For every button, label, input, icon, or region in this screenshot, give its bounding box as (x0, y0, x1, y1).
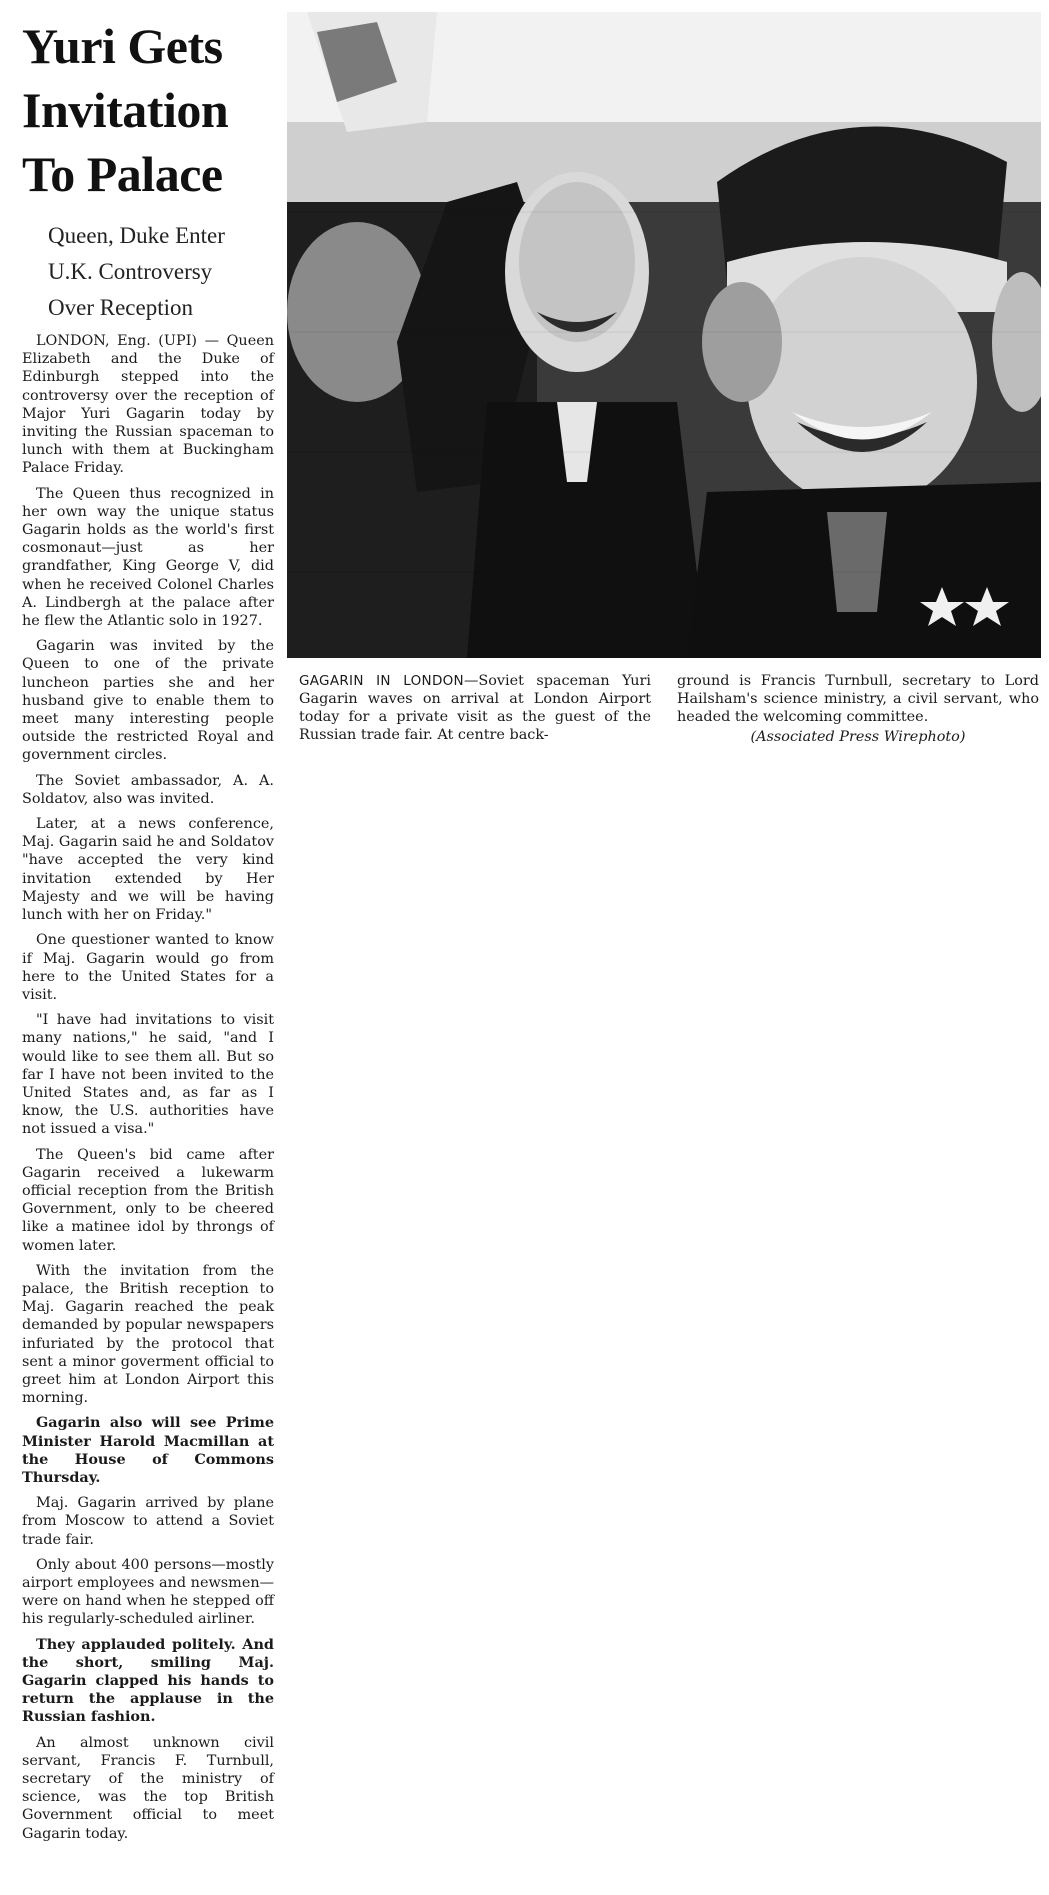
article-paragraph: The Soviet ambassador, A. A. Soldatov, also was invited. (22, 772, 274, 807)
article-paragraph: "I have had invitations to visit many nations," he said, "and I would like to see them all. But so far I have not been invited to the United States and, as far as I know, the U.S. authorities have not issued a visa." (22, 1012, 274, 1138)
gagarin-photo (287, 12, 1041, 658)
caption-lead: GAGARIN IN LONDON (299, 673, 464, 689)
caption-right-text: ground is Francis Turnbull, secretary to Lord Hailsham's science ministry, a civil servant, who headed the welcoming committee. (677, 673, 1039, 725)
headline-line: Invitation (22, 82, 229, 138)
article-paragraph: Later, at a news conference, Maj. Gagarin said he and Soldatov "have accepted the very kind invitation extended by Her Majesty and we will be having lunch with her on Friday." (22, 816, 274, 924)
article-paragraph: The Queen's bid came after Gagarin received a lukewarm official reception from the British Government, only to be cheered like a matinee idol by throngs of women later. (22, 1146, 274, 1254)
article-paragraph: Gagarin also will see Prime Minister Harold Macmillan at the House of Commons Thursday. (22, 1414, 274, 1486)
headline-line: Yuri Gets (22, 18, 223, 74)
caption-left-column (299, 672, 651, 744)
article-paragraph: Maj. Gagarin arrived by plane from Moscow to attend a Soviet trade fair. (22, 1495, 274, 1548)
article-paragraph: Gagarin was invited by the Queen to one of the private luncheon parties she and her husband give to enable them to meet many interesting people outside the restricted Royal and government circles. (22, 638, 274, 764)
subhead-line: U.K. Controversy (48, 259, 213, 284)
caption-right-column (677, 672, 1039, 746)
photo-caption (287, 672, 1041, 762)
article-body (22, 332, 274, 1850)
headline-line: To Palace (22, 146, 223, 202)
article-paragraph: They applauded politely. And the short, smiling Maj. Gagarin clapped his hands to return the applause in the Russian fashion. (22, 1635, 274, 1726)
wirephoto (287, 12, 1041, 658)
headline (22, 14, 282, 206)
article-paragraph: With the invitation from the palace, the British reception to Maj. Gagarin reached the peak demanded by popular newspapers infuriated by the protocol that sent a minor goverment official to greet him at London Airport this morning. (22, 1262, 274, 1407)
article-paragraph: The Queen thus recognized in her own way the unique status Gagarin holds as the world's first cosmonaut—just as her grandfather, King George V, did when he received Colonel Charles A. Lindbergh at the palace after he flew the Atlantic solo in 1927. (22, 485, 274, 630)
article-paragraph: An almost unknown civil servant, Francis F. Turnbull, secretary of the ministry of science, was the top British Government official to meet Gagarin today. (22, 1734, 274, 1842)
subhead-line: Queen, Duke Enter (48, 223, 225, 248)
article-paragraph: Only about 400 persons—mostly airport employees and newsmen—were on hand when he stepped off his regularly-scheduled airliner. (22, 1556, 274, 1628)
subheadline (48, 218, 278, 326)
subhead-line: Over Reception (48, 295, 193, 320)
article-paragraph: LONDON, Eng. (UPI) — Queen Elizabeth and the Duke of Edinburgh stepped into the controversy over the reception of Major Yuri Gagarin today by inviting the Russian spaceman to lunch with them at Buckingham Palace Friday. (22, 333, 274, 477)
photo-credit: (Associated Press Wirephoto) (750, 729, 966, 745)
article-paragraph: One questioner wanted to know if Maj. Gagarin would go from here to the United States for a visit. (22, 932, 274, 1003)
caption-left-text: —Soviet spaceman Yuri Gagarin waves on arrival at London Airport today for a private visit as the guest of the Russian trade fair. At centre back- (299, 673, 652, 743)
